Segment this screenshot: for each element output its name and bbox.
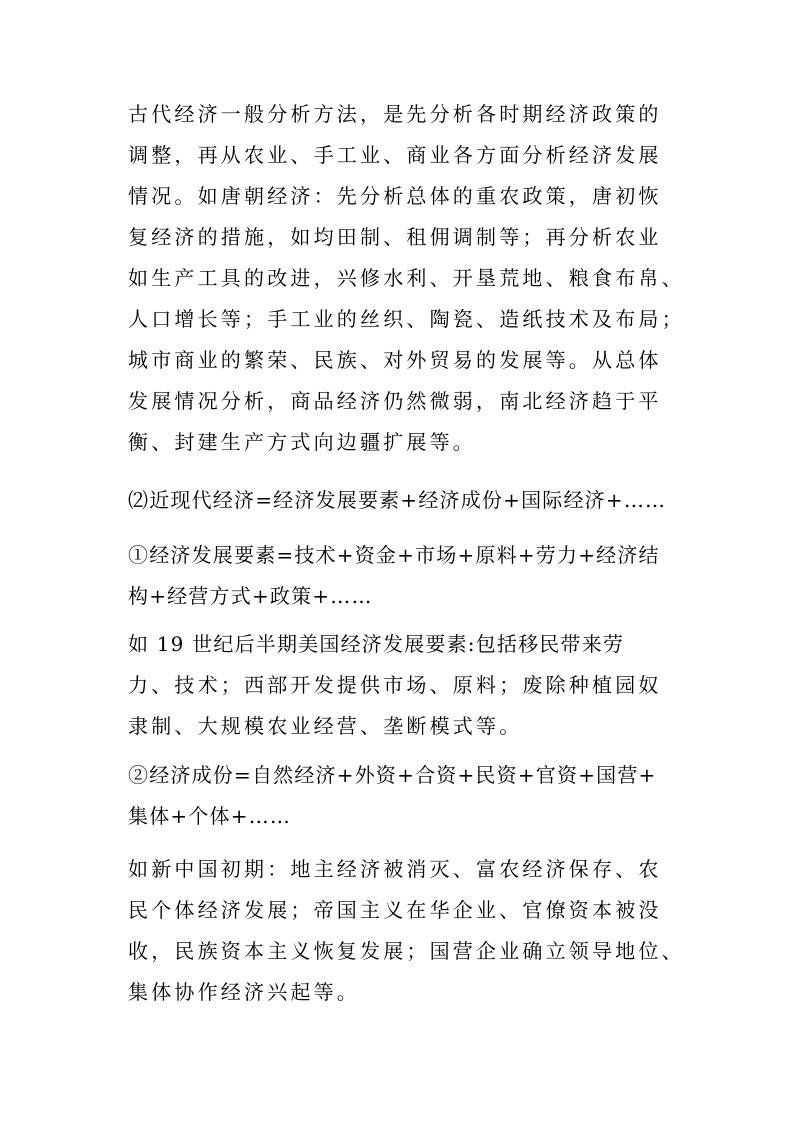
paragraph-ancient-economy-method [128, 94, 688, 463]
text-line: 情况。如唐朝经济：先分析总体的重农政策，唐初恢 [128, 184, 662, 208]
text-line: 调整，再从农业、手工业、商业各方面分析经济发展 [128, 143, 662, 167]
text-line: 集体+个体+…… [128, 804, 292, 828]
paragraph-modern-economy-formula [128, 480, 688, 521]
text-line: 发展情况分析，商品经济仍然微弱，南北经济趋于平 [128, 389, 662, 413]
text-line: 人口增长等；手工业的丝织、陶瓷、造纸技术及布局； [128, 307, 685, 331]
text-line: ①经济发展要素=技术+资金+市场+原料+劳力+经济结 [128, 543, 660, 567]
paragraph-new-china-example [128, 849, 688, 1013]
text-line: 复经济的措施，如均田制、租佣调制等；再分析农业 [128, 225, 662, 249]
text-line: 民个体经济发展；帝国主义在华企业、官僚资本被没 [128, 898, 662, 922]
text-line: 隶制、大规模农业经营、垄断模式等。 [128, 714, 523, 738]
paragraph-development-factors [128, 535, 688, 617]
text-line: 城市商业的繁荣、民族、对外贸易的发展等。从总体 [128, 348, 662, 372]
text-line: 如 19 世纪后半期美国经济发展要素:包括移民带来劳 [128, 632, 625, 656]
text-line: 集体协作经济兴起等。 [128, 980, 360, 1004]
paragraph-us-example [128, 624, 688, 747]
text-line: 古代经济一般分析方法，是先分析各时期经济政策的 [128, 102, 662, 126]
text-line: 收，民族资本主义恢复发展；国营企业确立领导地位、 [128, 939, 685, 963]
text-line: 如生产工具的改进，兴修水利、开垦荒地、粮食布帛、 [128, 266, 685, 290]
text-line: 构+经营方式+政策+…… [128, 584, 373, 608]
text-line: 力、技术；西部开发提供市场、原料；废除种植园奴 [128, 673, 662, 697]
text-line: 如新中国初期：地主经济被消灭、富农经济保存、农 [128, 857, 662, 881]
text-line: ⑵近现代经济=经济发展要素+经济成份+国际经济+…… [128, 488, 667, 512]
text-line: ②经济成份=自然经济+外资+合资+民资+官资+国营+ [128, 763, 657, 787]
text-line: 衡、封建生产方式向边疆扩展等。 [128, 430, 476, 454]
paragraph-economic-components [128, 755, 688, 837]
